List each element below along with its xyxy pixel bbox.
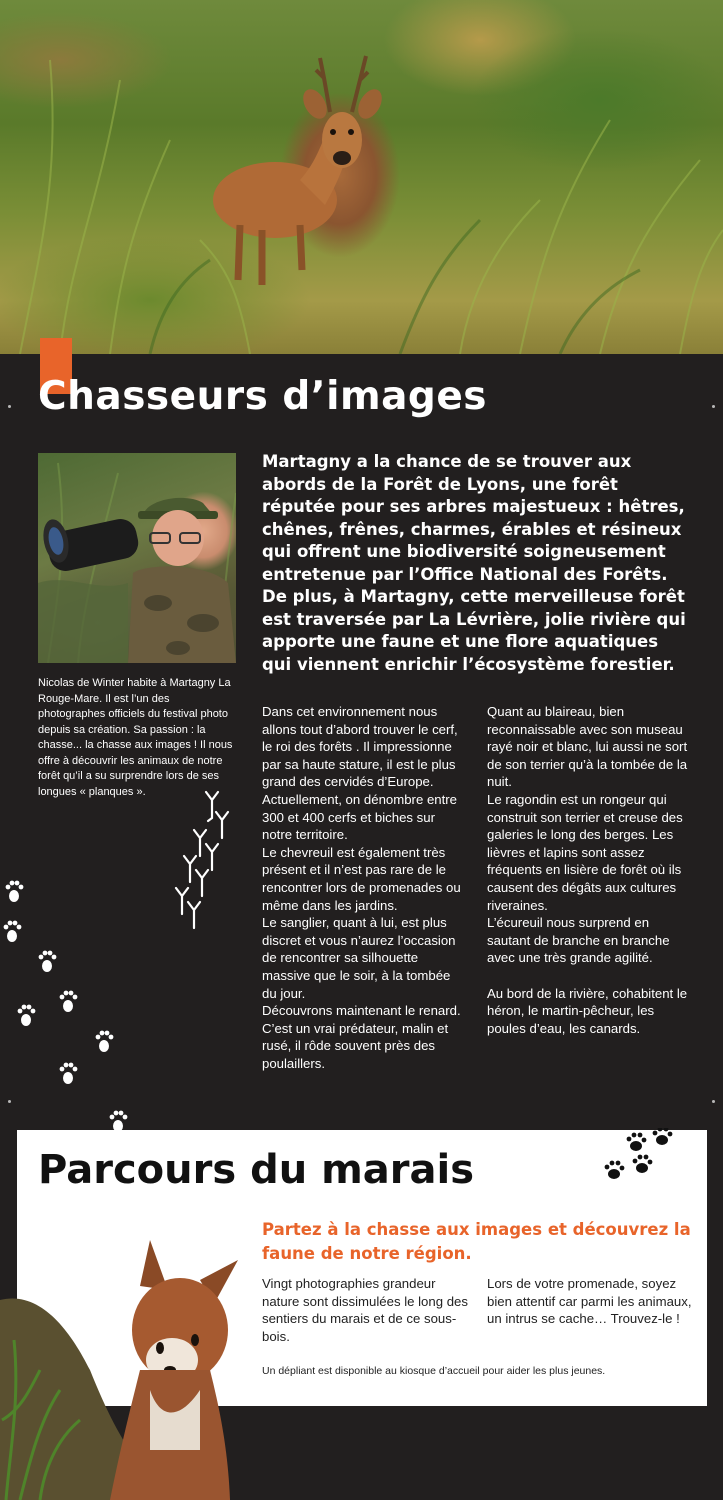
paragraph-ecureuil: L’écureuil nous surprend en sautant de branche en branche avec une très grande agilité.	[487, 915, 670, 966]
portrait-photographer	[38, 453, 236, 663]
parcours-text-right: Lors de votre promenade, soyez bien attentif car parmi les animaux, un intrus se cache… Trouvez-le !	[487, 1276, 692, 1327]
animal-tracks-decoration	[0, 790, 240, 1140]
paragraph-blaireau: Quant au blaireau, bien reconnaissable avec son museau rayé noir et blanc, lui aussi ne sort de son terrier qu’à la tombée de la nuit.	[487, 704, 688, 790]
section-title-parcours: Parcours du marais	[38, 1147, 475, 1193]
text-column-left	[262, 703, 467, 1072]
paragraph-riviere: Au bord de la rivière, cohabitent le héron, le martin-pêcheur, les poules d’eau, les canards.	[487, 985, 688, 1036]
text-column-right	[487, 703, 692, 1037]
parcours-subtitle: Partez à la chasse aux images et découvrez la faune de notre région.	[262, 1220, 691, 1263]
paragraph-chevreuil: Le chevreuil est également très présent et il n’est pas rare de le rencontrer lors de promenades ou même dans les jardins.	[262, 844, 461, 913]
section-title-chasseurs: Chasseurs d’images	[38, 374, 488, 419]
photo-fox-cub	[0, 1220, 260, 1500]
hero-photo-roe-deer	[0, 0, 723, 354]
paragraph-renard: Découvrons maintenant le renard. C’est un vrai prédateur, malin et rusé, il rôde souvent près des poulaillers.	[262, 1003, 461, 1071]
roe-deer-illustration	[0, 0, 723, 354]
paragraph-sanglier: Le sanglier, quant à lui, est plus discret et vous n’aurez l’occasion de rencontrer sa silhouette massive que le soir, à la tombée du jour.	[262, 915, 456, 1001]
decor-dot	[712, 405, 715, 408]
intro-text-1: Martagny a la chance de se trouver aux abords de la Forêt de Lyons, une forêt réputée pour ses arbres majestueux : hêtres, chênes, frênes, charmes, érables et résineux qui offrent une biodiversité soigneusement entretenue par l’Office National des Forêts.	[262, 452, 685, 584]
intro-paragraph	[262, 451, 692, 676]
paragraph-ragondin: Le ragondin est un rongeur qui construit son terrier et creuse des galeries le long des berges. Les lièvres et lapins sont assez fréquents en lisière de forêt où ils causent des dégâts aux cultures riveraines.	[487, 791, 683, 913]
parcours-text-left: Vingt photographies grandeur nature sont dissimulées le long des sentiers du marais et de ce sous-bois.	[262, 1276, 468, 1344]
decor-dot	[712, 1100, 715, 1103]
photographer-illustration	[38, 453, 236, 663]
intro-text-2: De plus, à Martagny, cette merveilleuse forêt est traversée par La Lévrière, jolie rivière qui apporte une faune et une flore aquatiques qui viennent enrichir l’écosystème forestier.	[262, 587, 686, 674]
decor-dot	[8, 405, 11, 408]
photographer-caption: Nicolas de Winter habite à Martagny La Rouge-Mare. Il est l’un des photographes officiels du festival photo depuis sa création. Sa passion : la chasse... la chasse aux images ! Il nous offre à découvrir les animaux de notre forêt qu’il a su surprendre lors de ses longues « planques ».	[38, 677, 233, 798]
bird-tracks-icon	[176, 792, 228, 928]
paw-prints-icon	[4, 881, 128, 1132]
paragraph-cerf: Dans cet environnement nous allons tout d’abord trouver le cerf, le roi des forêts . Il impressionne par sa haute stature, il est le plus grand des cervidés d’Europe. Actuellement, on dénombre entre 300 et 400 cerfs et biches sur notre territoire.	[262, 704, 458, 843]
paw-prints-icon	[600, 1128, 700, 1188]
parcours-note: Un dépliant est disponible au kiosque d’accueil pour aider les plus jeunes.	[262, 1365, 606, 1377]
